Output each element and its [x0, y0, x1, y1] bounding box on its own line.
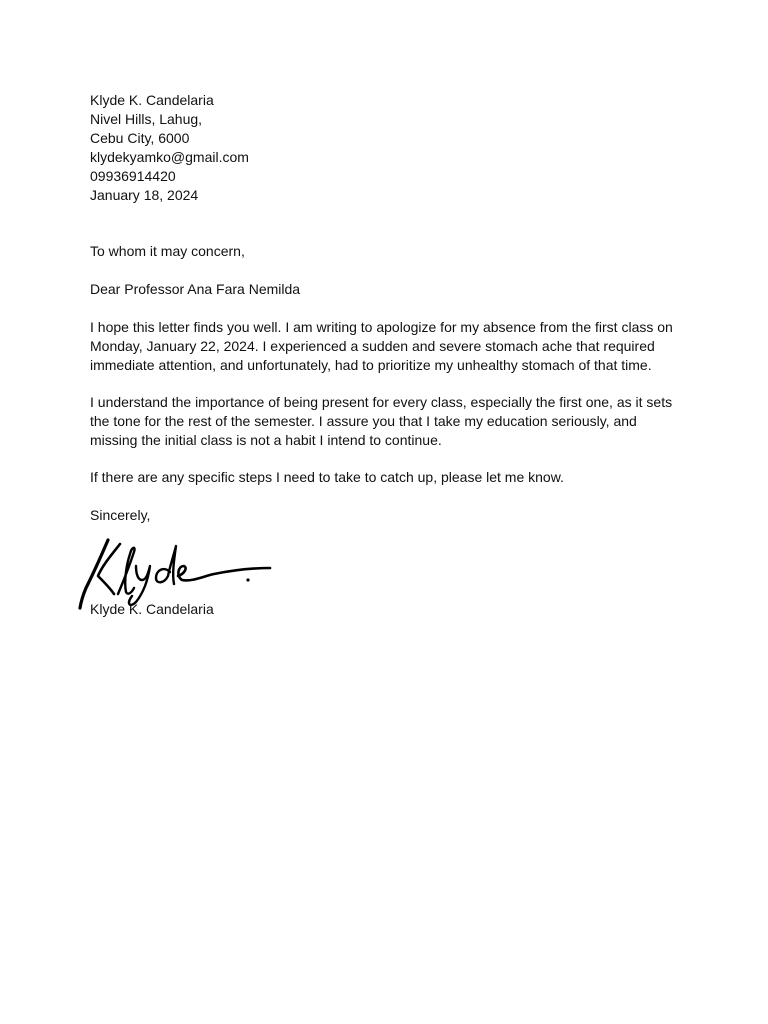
sender-block	[90, 91, 680, 204]
greeting: To whom it may concern,	[90, 243, 245, 259]
sender-phone: 09936914420	[90, 167, 176, 184]
signature-name: Klyde K. Candelaria	[90, 601, 214, 617]
handwritten-signature-icon	[74, 532, 280, 614]
body-paragraph-1: I hope this letter finds you well. I am writing to apologize for my absence from the first class on Monday, January 22, 2024. I experienced a sudden and severe stomach ache that required immediate attention, and unfortunately, had to prioritize my unhealthy stomach of that time.	[90, 319, 673, 373]
sender-address-line2: Cebu City, 6000	[90, 129, 190, 146]
closing: Sincerely,	[90, 507, 151, 523]
salutation: Dear Professor Ana Fara Nemilda	[90, 281, 301, 297]
sender-address-line1: Nivel Hills, Lahug,	[90, 110, 203, 127]
sender-name: Klyde K. Candelaria	[90, 92, 214, 108]
letter-date: January 18, 2024	[90, 186, 199, 203]
body-paragraph-3: If there are any specific steps I need to take to catch up, please let me know.	[90, 469, 564, 485]
sender-email: klydekyamko@gmail.com	[90, 148, 249, 165]
body-paragraph-2: I understand the importance of being present for every class, especially the first one, as it sets the tone for the rest of the semester. I assure you that I take my education seriously, and missing the initial class is not a habit I intend to continue.	[90, 394, 673, 448]
